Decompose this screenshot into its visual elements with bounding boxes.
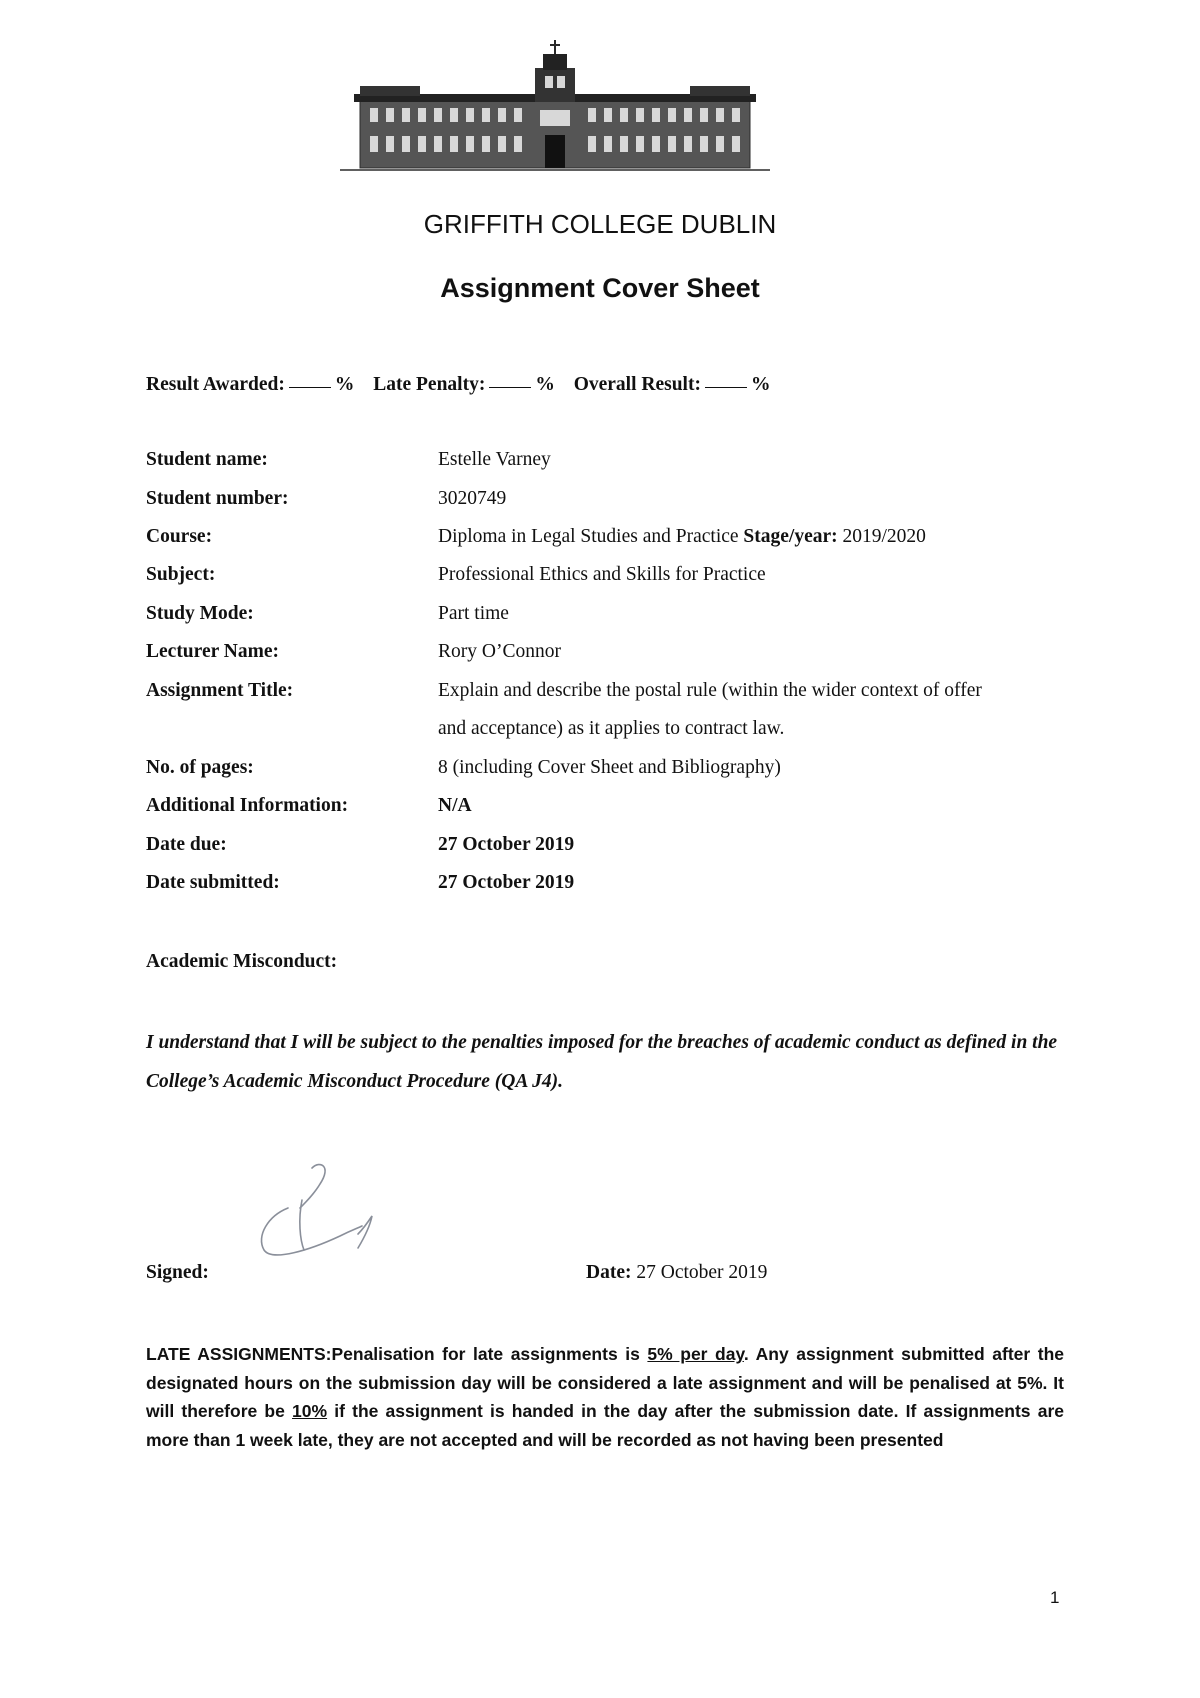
late-penalty-blank [489,386,531,388]
field-label: Student name: [146,449,268,470]
field-label: Assignment Title: [146,680,294,701]
signoff-date [586,1262,767,1284]
field-label: No. of pages: [146,757,254,778]
field-value: 27 October 2019 [438,834,575,855]
course-value: Diploma in Legal Studies and Practice [438,526,739,547]
field-label: Course: [146,526,213,547]
result-awarded-label: Result Awarded: [146,374,285,395]
page-number: 1 [1050,1588,1060,1607]
stage-year-label: Stage/year: [743,526,838,547]
misconduct-declaration: I understand that I will be subject to the penalties imposed for the breaches of academic conduct as defined in the College’s Academic Misconduct Procedure (QA J4). [146,1032,1058,1092]
late-penalty-label: Late Penalty: [373,374,486,395]
late-policy-text: LATE ASSIGNMENTS:Penalisation for late assignments is [146,1344,648,1364]
late-policy-text: if the assignment is handed in the day after the submission date. If assignments are more than 1 week late, they are not accepted and will be recorded as not having been presented [146,1401,1064,1450]
late-policy-text: . Any assignment submitted after the designated hours on the submission day will be considered a late assignment and will be penalised at 5%. It will therefore be [146,1344,1064,1421]
field-label: Date due: [146,834,227,855]
field-label: Subject: [146,564,216,585]
overall-result-blank [705,386,747,388]
result-line [146,374,770,396]
field-value: Professional Ethics and Skills for Practice [438,564,766,585]
date-label: Date: [586,1262,632,1283]
percent-sign: % [334,374,355,395]
percent-sign: % [535,374,555,395]
field-label: Student number: [146,488,289,509]
field-value: Estelle Varney [438,449,551,470]
handwritten-signature [240,1150,400,1270]
field-value: 27 October 2019 [438,872,575,893]
college-building-logo [340,40,770,175]
late-assignments-policy [146,1340,1064,1454]
field-label: Study Mode: [146,603,254,624]
field-value-line1: Explain and describe the postal rule (within the wider context of offer [438,680,982,701]
result-awarded-blank [289,386,331,388]
field-value: 8 (including Cover Sheet and Bibliography) [438,757,781,778]
field-label: Date submitted: [146,872,280,893]
field-label: Additional Information: [146,795,349,816]
date-value: 27 October 2019 [636,1262,768,1283]
field-value [438,526,926,548]
sheet-title: Assignment Cover Sheet [440,273,760,303]
college-name: GRIFFITH COLLEGE DUBLIN [423,209,777,239]
field-value: Rory O’Connor [438,641,561,662]
field-value: N/A [438,795,472,816]
signed-label: Signed: [146,1262,209,1283]
field-label: Lecturer Name: [146,641,280,662]
field-value: Part time [438,603,509,624]
stage-year-value: 2019/2020 [842,526,926,547]
percent-sign: % [750,374,771,395]
field-value-line2: and acceptance) as it applies to contract law. [438,718,785,739]
overall-result-label: Overall Result: [573,374,701,395]
misconduct-heading: Academic Misconduct: [146,951,338,972]
late-policy-underline: 10% [292,1401,328,1421]
field-value: 3020749 [438,488,507,509]
late-policy-underline: 5% per day [647,1344,744,1364]
